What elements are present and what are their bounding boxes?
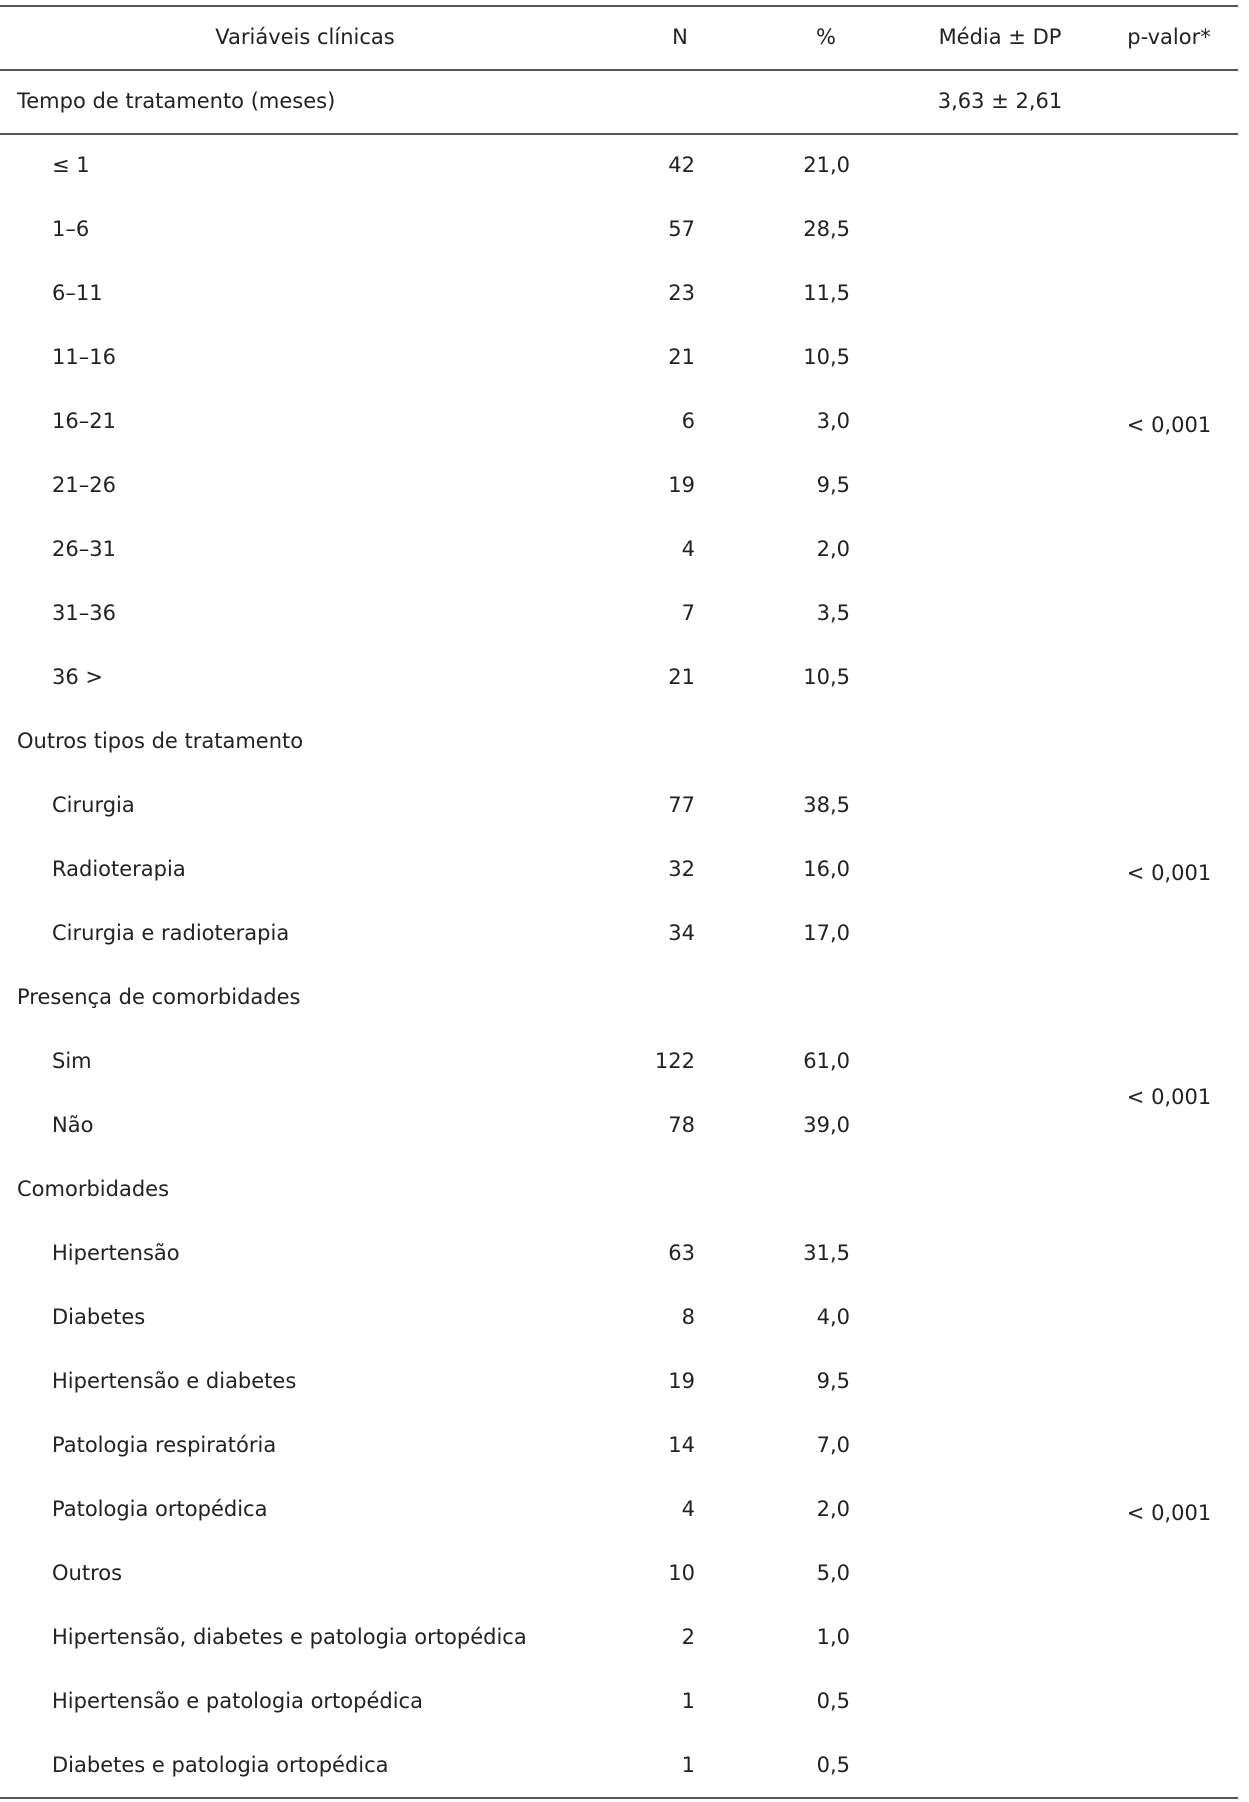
table-row — [0, 197, 1238, 261]
row-n: 77 — [668, 793, 695, 817]
row-pct: 2,0 — [816, 537, 850, 561]
header-pct: % — [816, 25, 836, 49]
table-row — [0, 837, 1238, 901]
section-label: Presença de comorbidades — [17, 985, 301, 1009]
section-label: Tempo de tratamento (meses) — [17, 89, 336, 113]
table-row — [0, 1285, 1238, 1349]
table-row — [0, 645, 1238, 709]
row-n: 57 — [668, 217, 695, 241]
header-variable: Variáveis clínicas — [215, 25, 395, 49]
row-label: Patologia respiratória — [52, 1433, 277, 1457]
row-n: 19 — [668, 473, 695, 497]
row-n: 4 — [681, 1497, 695, 1521]
row-n: 21 — [668, 345, 695, 369]
row-label: Patologia ortopédica — [52, 1497, 268, 1521]
row-label: Diabetes — [52, 1305, 146, 1329]
row-n: 32 — [668, 857, 695, 881]
table-row — [0, 773, 1238, 837]
header-n: N — [672, 25, 688, 49]
row-label: 6–11 — [52, 281, 103, 305]
row-n: 63 — [668, 1241, 695, 1265]
row-n: 10 — [668, 1561, 695, 1585]
table-row — [0, 517, 1238, 581]
table-row — [0, 1093, 1238, 1157]
header-p: p-valor* — [1127, 25, 1211, 49]
row-n: 8 — [681, 1305, 695, 1329]
table-row — [0, 1349, 1238, 1413]
table-row — [0, 1413, 1238, 1477]
table-row — [0, 1029, 1238, 1093]
row-pct: 2,0 — [816, 1497, 850, 1521]
row-pct: 9,5 — [816, 1369, 850, 1393]
row-label: Sim — [52, 1049, 92, 1073]
row-pct: 10,5 — [803, 345, 850, 369]
table-row — [0, 133, 1238, 197]
row-pct: 9,5 — [816, 473, 850, 497]
bottom-rule — [0, 1797, 1238, 1799]
table-row — [0, 1733, 1238, 1797]
p-value-other-treatment: < 0,001 — [1126, 861, 1212, 885]
row-label: Hipertensão — [52, 1241, 180, 1265]
row-pct: 11,5 — [803, 281, 850, 305]
row-n: 34 — [668, 921, 695, 945]
row-pct: 5,0 — [816, 1561, 850, 1585]
mean-sd-value: 3,63 ± 2,61 — [937, 89, 1063, 113]
row-pct: 17,0 — [803, 921, 850, 945]
row-label: 31–36 — [52, 601, 116, 625]
table-row — [0, 901, 1238, 965]
row-label: Cirurgia e radioterapia — [52, 921, 290, 945]
comorbidity-presence-row — [0, 965, 1238, 1029]
other-treatment-row — [0, 709, 1238, 773]
p-value-comorbidities: < 0,001 — [1126, 1501, 1212, 1525]
row-pct: 61,0 — [803, 1049, 850, 1073]
treatment-time-row — [0, 69, 1238, 133]
row-label: 26–31 — [52, 537, 116, 561]
row-n: 21 — [668, 665, 695, 689]
table-row — [0, 1541, 1238, 1605]
header-mean: Média ± DP — [938, 25, 1062, 49]
table-row — [0, 581, 1238, 645]
row-label: Radioterapia — [52, 857, 186, 881]
row-n: 14 — [668, 1433, 695, 1457]
table-row — [0, 261, 1238, 325]
row-n: 7 — [681, 601, 695, 625]
table-row — [0, 1669, 1238, 1733]
row-n: 4 — [681, 537, 695, 561]
row-pct: 10,5 — [803, 665, 850, 689]
row-n: 19 — [668, 1369, 695, 1393]
row-pct: 28,5 — [803, 217, 850, 241]
row-label: Não — [52, 1113, 94, 1137]
section-label: Comorbidades — [17, 1177, 170, 1201]
row-pct: 4,0 — [816, 1305, 850, 1329]
row-pct: 0,5 — [816, 1689, 850, 1713]
row-pct: 3,5 — [816, 601, 850, 625]
row-label: 21–26 — [52, 473, 116, 497]
row-label: ≤ 1 — [52, 153, 90, 177]
p-value-treatment-time: < 0,001 — [1126, 413, 1212, 437]
table-row — [0, 453, 1238, 517]
row-label: 11–16 — [52, 345, 116, 369]
row-pct: 21,0 — [803, 153, 850, 177]
comorbidities-row — [0, 1157, 1238, 1221]
row-n: 2 — [681, 1625, 695, 1649]
section-label: Outros tipos de tratamento — [17, 729, 304, 753]
row-label: Hipertensão e patologia ortopédica — [52, 1689, 423, 1713]
row-n: 23 — [668, 281, 695, 305]
row-pct: 16,0 — [803, 857, 850, 881]
row-n: 78 — [668, 1113, 695, 1137]
row-n: 1 — [681, 1753, 695, 1777]
table-row — [0, 1605, 1238, 1669]
row-label: Diabetes e patologia ortopédica — [52, 1753, 389, 1777]
row-pct: 39,0 — [803, 1113, 850, 1137]
row-label: Hipertensão e diabetes — [52, 1369, 297, 1393]
row-n: 42 — [668, 153, 695, 177]
row-pct: 0,5 — [816, 1753, 850, 1777]
row-label: 16–21 — [52, 409, 116, 433]
row-n: 122 — [654, 1049, 695, 1073]
row-pct: 1,0 — [816, 1625, 850, 1649]
table-row — [0, 389, 1238, 453]
row-pct: 7,0 — [816, 1433, 850, 1457]
p-value-comorbidity-presence: < 0,001 — [1126, 1085, 1212, 1109]
table-row — [0, 1221, 1238, 1285]
row-pct: 3,0 — [816, 409, 850, 433]
row-label: 1–6 — [52, 217, 90, 241]
header-row — [0, 5, 1238, 69]
row-pct: 31,5 — [803, 1241, 850, 1265]
row-label: Cirurgia — [52, 793, 135, 817]
row-n: 6 — [681, 409, 695, 433]
row-n: 1 — [681, 1689, 695, 1713]
row-label: Outros — [52, 1561, 123, 1585]
row-label: Hipertensão, diabetes e patologia ortopédica — [52, 1625, 527, 1649]
table-row — [0, 325, 1238, 389]
table-row — [0, 1477, 1238, 1541]
row-label: 36 > — [52, 665, 103, 689]
row-pct: 38,5 — [803, 793, 850, 817]
